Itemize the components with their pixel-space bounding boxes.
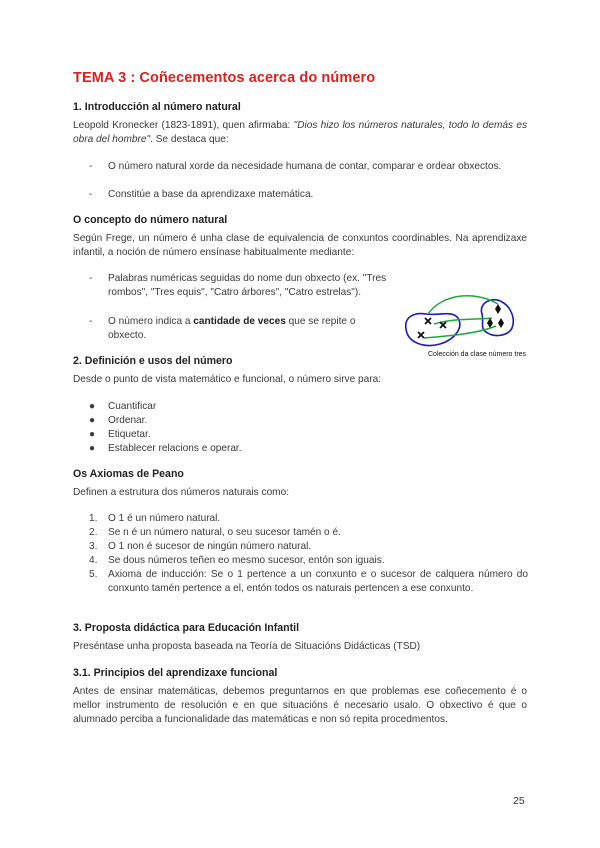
list-item-text: Se n é un número natural, o seu sucesor tamén o é. [108, 527, 341, 538]
list-item-text: Cuantificar [108, 401, 157, 412]
concept-paragraph: Según Frege, un número é unha clase de equivalencia de conxuntos coordinables. Na aprendizaxe infantil, a noción de número ensínase habitualmente mediante: [73, 233, 527, 259]
cross-marks [418, 318, 446, 338]
list-item [89, 512, 528, 526]
page-number: 25 [513, 795, 525, 807]
principles-paragraph: Antes de ensinar matemáticas, debemos preguntarnos en que problemas ese coñecemento é o mellor instrumento de resolución e en que situacións é necesario usalo. O obxectivo é que o alumnado perciba a funcionalidade das matemáticas e non só repita procedmentos. [73, 686, 527, 726]
definition-paragraph: Desde o punto de vista matemático e funcional, o número sirve para: [73, 374, 382, 385]
list-item-text-end: que se repite o obxecto. [108, 316, 356, 342]
bullet-marker: ● [89, 401, 96, 412]
intro-text-end: . Se destaca que: [150, 134, 229, 146]
number-marker: 2. [89, 527, 98, 538]
kronecker-quote: "Dios hizo los números naturales, todo lo demás es obra del hombre" [73, 120, 528, 146]
dash-marker: - [89, 189, 93, 200]
section-heading-peano: Os Axiomas de Peano [73, 468, 184, 480]
list-item [89, 414, 148, 428]
set-collection-figure [398, 284, 530, 360]
list-item-text: Etiquetar. [108, 429, 151, 440]
list-item [89, 272, 390, 300]
section-heading-concept: O concepto do número natural [73, 214, 228, 226]
diamond-marks [487, 304, 504, 328]
set-blob-right [481, 300, 513, 336]
list-item [89, 188, 528, 202]
list-item [89, 540, 528, 554]
list-item-text: Se dous números teñen eo mesmo sucesor, entón son iguais. [108, 555, 385, 566]
bullet-marker: ● [89, 443, 96, 454]
number-marker: 3. [89, 541, 98, 552]
number-marker: 1. [89, 513, 98, 524]
list-item-text: Ordenar. [108, 415, 148, 426]
list-item-text: O número natural xorde da necesidade humana de contar, comparar e ordear obxectos. [108, 161, 502, 172]
number-marker: 5. [89, 569, 98, 580]
list-item [89, 400, 157, 414]
list-item [89, 526, 528, 540]
intro-text: Leopold Kronecker (1823-1891), quen afirmaba: [73, 120, 294, 131]
list-item-text: O número indica a [108, 316, 194, 327]
list-item [89, 442, 242, 456]
section-heading-definition: 2. Definición e usos del número [73, 355, 233, 367]
proposal-paragraph: Preséntase unha proposta baseada na Teoría de Situacións Didácticas (TSD) [73, 641, 421, 652]
peano-paragraph: Definen a estrutura dos números naturais como: [73, 487, 290, 498]
bullet-marker: ● [89, 429, 96, 440]
section-heading-proposal: 3. Proposta didáctica para Educación Infantil [73, 622, 300, 634]
bold-phrase: cantidade de veces [193, 316, 286, 327]
set-blob-left [406, 314, 460, 346]
link-line-top [428, 296, 498, 314]
bullet-marker: ● [89, 415, 96, 426]
list-item-text: Constitúe a base da aprendizaxe matemática. [108, 189, 314, 200]
section-heading-principles: 3.1. Principios del aprendizaxe funcional [73, 667, 278, 679]
list-item [89, 554, 528, 568]
number-marker: 4. [89, 555, 98, 566]
list-item-text: Palabras numéricas seguidas do nome dun obxecto (ex. "Tres rombos", "Tres equis", "Catro árbores", "Catro estrelas"). [108, 273, 387, 299]
list-item [89, 568, 528, 596]
list-item-text: Establecer relacions e operar. [108, 443, 242, 454]
list-item-text: O 1 non é sucesor de ningún número natural. [108, 541, 312, 552]
figure-caption: Colección da clase número tres [428, 351, 527, 358]
dash-marker: - [89, 161, 93, 172]
list-item-text: O 1 é un número natural. [108, 513, 221, 524]
page-title: TEMA 3 : Coñecementos acerca do número [73, 70, 376, 86]
dash-marker: - [89, 316, 93, 327]
section-heading-intro: 1. Introducción al número natural [73, 101, 241, 113]
intro-paragraph [73, 119, 527, 147]
list-item-text: Axioma de inducción: Se o 1 pertence a un conxunto e o sucesor de calquera número do conxunto tamén pertence a el, entón todos os naturais pertencen a ese conxunto. [108, 569, 528, 595]
list-item [89, 428, 151, 442]
dash-marker: - [89, 273, 93, 284]
list-item [89, 315, 390, 343]
list-item [89, 160, 528, 174]
